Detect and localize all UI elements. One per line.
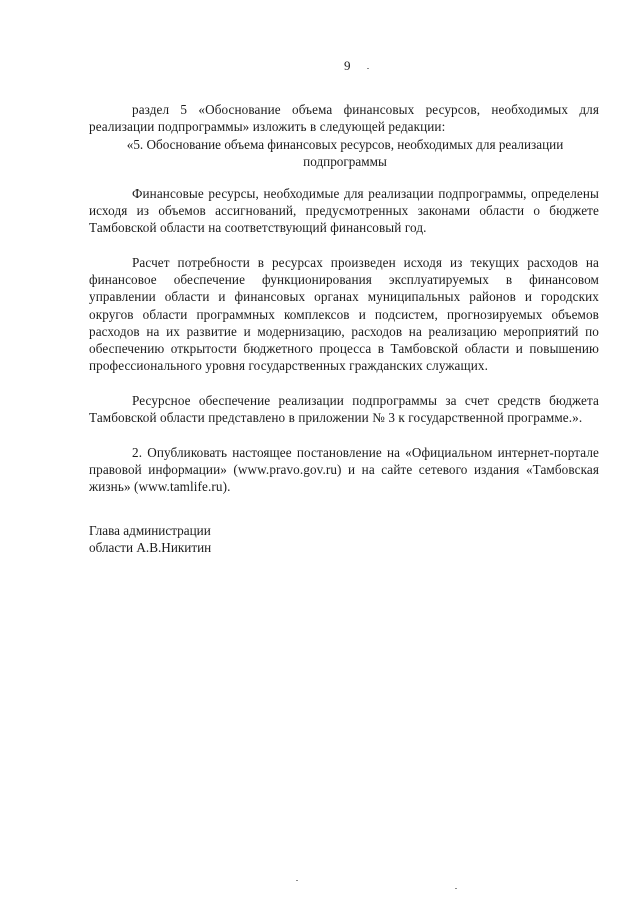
signature-title: Глава администрации: [89, 523, 211, 538]
scan-mark: [367, 68, 369, 69]
paragraph-financial-resources: Финансовые ресурсы, необходимые для реализации подпрограммы, определены исходя из объемов ассигнований, предусмотренных законами области о бюджете Тамбовской области на соответствующий финансовый год.: [89, 186, 599, 236]
intro-paragraph: раздел 5 «Обоснование объема финансовых ресурсов, необходимых для реализации подпрограммы» изложить в следующей редакции:: [89, 102, 599, 135]
signature-block: [89, 522, 211, 556]
paragraph-publication: 2. Опубликовать настоящее постановление на «Официальном интернет-портале правовой информации» (www.pravo.gov.ru) и на сайте сетевого издания «Тамбовская жизнь» (www.tamlife.ru).: [89, 445, 599, 495]
scan-mark: [296, 880, 298, 881]
signature-name: области А.В.Никитин: [89, 540, 212, 556]
paragraph-resource-provision: Ресурсное обеспечение реализации подпрограммы за счет средств бюджета Тамбовской области представлено в приложении № 3 к государственной программе.».: [89, 393, 599, 426]
page-number: 9: [344, 58, 351, 73]
paragraph-resource-calculation: Расчет потребности в ресурсах произведен исходя из текущих расходов на финансовое обеспечение функционирования эксплуатируемых в финансовом управлении области и финансовых органах муниципальных районов и городских округов области программных комплексов и подсистем, прогнозируемых объемов расходов на их развитие и модернизацию, расходов на реализацию мероприятий по обеспечению открытости бюджетного процесса в Тамбовской области и повышению профессионального уровня государственных гражданских служащих.: [89, 255, 599, 374]
section-heading: «5. Обоснование объема финансовых ресурсов, необходимых для реализации подпрограммы: [126, 137, 564, 170]
scan-mark: [455, 888, 457, 889]
